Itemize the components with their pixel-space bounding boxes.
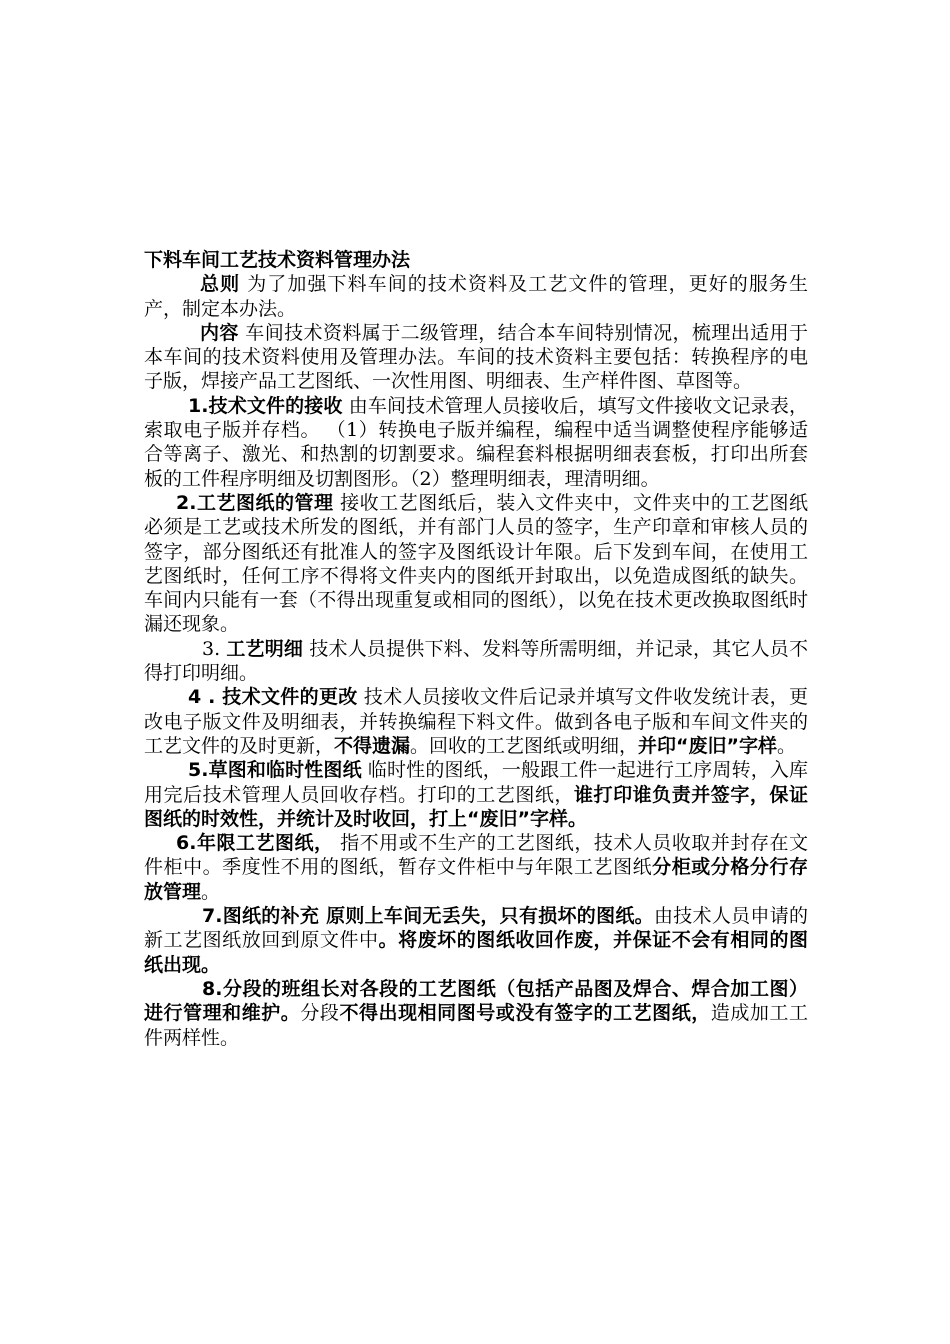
text-file-changes-1: 技术人员接收文件后记录并填写文件收发统计表，更改电子版文件及明细表，并转换编程下料文件。做到各电子版和车间文件夹的工艺文件的及时更新，: [144, 686, 808, 757]
bold-archived-drawings: 分柜或分格分行存放管理: [144, 856, 808, 903]
heading-temporary-drawings: 5.草图和临时性图纸: [188, 759, 362, 782]
paragraph-drawing-supplement: [144, 904, 808, 977]
paragraph-archived-drawings: [144, 831, 808, 904]
heading-receipt: 1.技术文件的接收: [188, 394, 343, 417]
text-receipt: 由车间技术管理人员接收后，填写文件接收文记录表，索取电子版并存档。 （1）转换电子版并编程，编程中适当调整使程序能够适合等离子、激光、和热割的切割要求。编程套料根据明细表套板，打印出所套板的工件程序明细及切割图形。（2）整理明细表，理清明细。: [144, 394, 808, 490]
text-temporary-drawings: 临时性的图纸，一般跟工件一起进行工序周转，入库用完后技术管理人员回收存档。打印的工艺图纸，: [144, 759, 808, 806]
text-archived-drawings-2: 。: [201, 880, 221, 903]
paragraph-content: [144, 321, 808, 394]
text-content: 车间技术资料属于二级管理，结合本车间特别情况，梳理出适用于本车间的技术资料使用及管理办法。车间的技术资料主要包括：转换程序的电子版，焊接产品工艺图纸、一次性用图、明细表、生产样件图、草图等。: [144, 321, 808, 393]
heading-drawing-supplement: 7.图纸的补充 原则上车间无丢失，只有损坏的图纸。: [202, 905, 654, 928]
number-process-details: 3.: [202, 637, 221, 660]
paragraph-drawing-management: [144, 491, 808, 637]
text-general: 为了加强下料车间的技术资料及工艺文件的管理，更好的服务生产，制定本办法。: [144, 273, 808, 320]
text-file-changes-3: 。: [777, 734, 797, 757]
heading-process-details: 工艺明细: [226, 637, 304, 660]
text-section-leaders-2: 造成加工工件两样性。: [144, 1002, 808, 1049]
paragraph-receipt: [144, 394, 808, 491]
bold-section-leaders: 不得出现相同图号或没有签字的工艺图纸，: [339, 1002, 711, 1025]
paragraph-temporary-drawings: [144, 758, 808, 831]
document-page: [144, 248, 808, 1050]
paragraph-file-changes: [144, 685, 808, 758]
bold-drawing-supplement: 。将废坏的图纸收回作废，并保证不会有相同的图纸出现。: [144, 929, 808, 976]
text-drawing-management: 接收工艺图纸后，装入文件夹中，文件夹中的工艺图纸必须是工艺或技术所发的图纸，并有部门人员的签字，生产印章和审核人员的签字，部分图纸还有批准人的签字及图纸设计年限。后下发到车间，在使用工艺图纸时，任何工序不得将文件夹内的图纸开封取出，以免造成图纸的缺失。车间内只能有一套（不得出现重复或相同的图纸），以免在技术更改换取图纸时漏还现象。: [144, 491, 808, 636]
bold-temporary-drawings: 谁打印谁负责并签字，保证图纸的时效性，并统计及时收回，打上“废旧”字样。: [144, 783, 808, 830]
heading-drawing-management: 2.工艺图纸的管理: [176, 491, 334, 514]
paragraph-general: [144, 272, 808, 321]
paragraph-section-leaders: [144, 977, 808, 1050]
document-title: 下料车间工艺技术资料管理办法: [144, 249, 411, 271]
heading-file-changes: 4 . 技术文件的更改: [188, 686, 358, 709]
text-file-changes-2: 。回收的工艺图纸或明细，: [410, 734, 639, 757]
bold-file-changes-1: 不得遗漏: [334, 734, 411, 757]
text-archived-drawings-1: 指不用或不生产的工艺图纸，技术人员收取并封存在文件柜中。季度性不用的图纸，暂存文件柜中与年限工艺图纸: [144, 832, 808, 879]
heading-general: 总则: [200, 273, 241, 296]
text-section-leaders-1: 分段: [300, 1002, 340, 1025]
heading-section-leaders: 8.分段的班组长对各段的工艺图纸（包括产品图及焊合、焊合加工图）进行管理和维护。: [144, 977, 808, 1025]
heading-content: 内容: [200, 321, 239, 344]
paragraph-process-details: [144, 637, 808, 686]
text-drawing-supplement: 由技术人员申请的新工艺图纸放回到原文件中: [144, 905, 808, 952]
bold-file-changes-2: 并印“废旧”字样: [638, 734, 778, 757]
text-process-details: 技术人员提供下料、发料等所需明细，并记录，其它人员不得打印明细。: [144, 637, 808, 685]
heading-archived-drawings: 6.年限工艺图纸，: [176, 832, 334, 855]
